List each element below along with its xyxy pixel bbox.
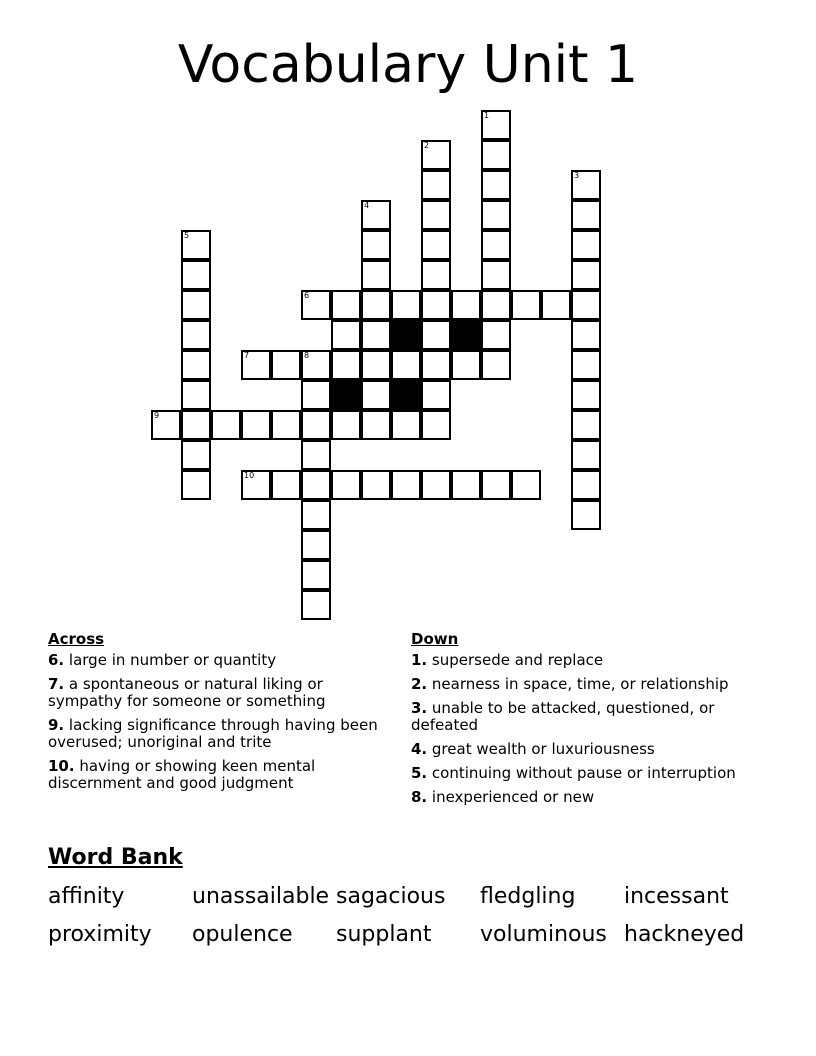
word-bank-title: Word Bank (48, 845, 183, 870)
grid-cell[interactable] (481, 200, 511, 230)
down-clue (411, 789, 761, 806)
grid-cell[interactable] (421, 380, 451, 410)
grid-cell[interactable] (391, 410, 421, 440)
clue-number: 3. (411, 699, 428, 717)
grid-cell[interactable] (571, 440, 601, 470)
clue-number: 2. (411, 675, 428, 693)
grid-cell[interactable] (421, 290, 451, 320)
across-clue (48, 717, 398, 751)
grid-cell[interactable] (481, 260, 511, 290)
grid-cell[interactable] (181, 320, 211, 350)
grid-cell[interactable] (301, 530, 331, 560)
clue-text: a spontaneous or natural liking or sympathy for someone or something (48, 675, 326, 710)
grid-cell[interactable] (181, 470, 211, 500)
grid-cell[interactable] (241, 350, 271, 380)
grid-cell[interactable] (361, 260, 391, 290)
clue-number: 7. (48, 675, 65, 693)
grid-cell[interactable] (151, 410, 181, 440)
grid-cell[interactable] (301, 470, 331, 500)
grid-cell[interactable] (481, 230, 511, 260)
grid-cell[interactable] (361, 380, 391, 410)
grid-cell[interactable] (181, 260, 211, 290)
clue-text: having or showing keen mental discernment and good judgment (48, 757, 316, 792)
page-title: Vocabulary Unit 1 (177, 35, 639, 95)
grid-cell[interactable] (571, 500, 601, 530)
cell-number: 4 (364, 201, 370, 210)
grid-cell[interactable] (301, 440, 331, 470)
grid-cell[interactable] (301, 500, 331, 530)
grid-cell[interactable] (271, 470, 301, 500)
clue-text: lacking significance through having been overused; unoriginal and trite (48, 716, 378, 751)
grid-cell[interactable] (571, 170, 601, 200)
grid-cell[interactable] (511, 470, 541, 500)
down-clue (411, 741, 761, 758)
grid-cell[interactable] (481, 320, 511, 350)
clue-number: 9. (48, 716, 65, 734)
grid-cell[interactable] (301, 560, 331, 590)
cell-number: 3 (574, 171, 580, 180)
down-heading: Down (411, 630, 459, 648)
grid-cell[interactable] (331, 290, 361, 320)
grid-cell[interactable] (181, 440, 211, 470)
grid-cell[interactable] (361, 230, 391, 260)
down-clues (411, 630, 761, 813)
grid-cell[interactable] (421, 350, 451, 380)
grid-cell[interactable] (331, 410, 361, 440)
grid-cell[interactable] (361, 200, 391, 230)
clue-number: 10. (48, 757, 75, 775)
grid-cell[interactable] (481, 470, 511, 500)
grid-cell[interactable] (571, 290, 601, 320)
grid-cell[interactable] (571, 470, 601, 500)
cell-number: 5 (184, 231, 190, 240)
clue-text: supersede and replace (427, 651, 604, 669)
grid-cell[interactable] (421, 200, 451, 230)
grid-cell[interactable] (571, 230, 601, 260)
grid-cell[interactable] (361, 350, 391, 380)
grid-cell[interactable] (421, 470, 451, 500)
clue-text: large in number or quantity (64, 651, 277, 669)
grid-cell[interactable] (541, 290, 571, 320)
word-bank-word: sagacious (336, 884, 446, 909)
grid-cell[interactable] (511, 290, 541, 320)
grid-cell[interactable] (481, 350, 511, 380)
grid-cell[interactable] (181, 380, 211, 410)
grid-cell[interactable] (571, 320, 601, 350)
grid-cell-black (331, 380, 361, 410)
word-bank-word: fledgling (480, 884, 576, 909)
grid-cell[interactable] (451, 350, 481, 380)
grid-cell-black (391, 320, 421, 350)
clue-text: nearness in space, time, or relationship (427, 675, 729, 693)
grid-cell[interactable] (571, 350, 601, 380)
cell-number: 1 (484, 111, 490, 120)
grid-cell[interactable] (571, 410, 601, 440)
grid-cell[interactable] (361, 290, 391, 320)
grid-cell[interactable] (481, 110, 511, 140)
clue-number: 5. (411, 764, 428, 782)
clue-number: 1. (411, 651, 428, 669)
clue-number: 8. (411, 788, 428, 806)
grid-cell[interactable] (301, 290, 331, 320)
word-bank-word: voluminous (480, 922, 607, 947)
grid-cell-black (451, 320, 481, 350)
grid-cell[interactable] (481, 170, 511, 200)
grid-cell[interactable] (331, 350, 361, 380)
across-clues (48, 630, 398, 799)
clue-number: 4. (411, 740, 428, 758)
clue-text: unable to be attacked, questioned, or defeated (411, 699, 715, 734)
across-clue (48, 676, 398, 710)
grid-cell[interactable] (301, 380, 331, 410)
grid-cell[interactable] (451, 470, 481, 500)
grid-cell[interactable] (391, 290, 421, 320)
down-clue (411, 700, 761, 734)
grid-cell[interactable] (211, 410, 241, 440)
grid-cell[interactable] (571, 200, 601, 230)
word-bank-word: proximity (48, 922, 152, 947)
grid-cell[interactable] (421, 170, 451, 200)
cell-number: 7 (244, 351, 250, 360)
grid-cell-black (391, 380, 421, 410)
clue-text: continuing without pause or interruption (427, 764, 736, 782)
cell-number: 8 (304, 351, 310, 360)
grid-cell[interactable] (391, 470, 421, 500)
grid-cell[interactable] (361, 470, 391, 500)
word-bank-word: affinity (48, 884, 125, 909)
cell-number: 6 (304, 291, 310, 300)
grid-cell[interactable] (301, 590, 331, 620)
across-clue (48, 758, 398, 792)
grid-cell[interactable] (271, 350, 301, 380)
cell-number: 10 (244, 471, 255, 480)
grid-cell[interactable] (421, 320, 451, 350)
grid-cell[interactable] (241, 470, 271, 500)
grid-cell[interactable] (361, 410, 391, 440)
word-bank-word: supplant (336, 922, 432, 947)
clue-text: inexperienced or new (427, 788, 595, 806)
grid-cell[interactable] (181, 230, 211, 260)
grid-cell[interactable] (391, 350, 421, 380)
grid-cell[interactable] (571, 260, 601, 290)
cell-number: 2 (424, 141, 430, 150)
cell-number: 9 (154, 411, 160, 420)
down-clue (411, 652, 761, 669)
grid-cell[interactable] (421, 140, 451, 170)
grid-cell[interactable] (331, 320, 361, 350)
word-bank-word: hackneyed (624, 922, 745, 947)
clue-number: 6. (48, 651, 65, 669)
grid-cell[interactable] (181, 410, 211, 440)
grid-cell[interactable] (571, 380, 601, 410)
grid-cell[interactable] (481, 140, 511, 170)
grid-cell[interactable] (481, 290, 511, 320)
down-clue (411, 676, 761, 693)
word-bank-word: opulence (192, 922, 293, 947)
grid-cell[interactable] (421, 260, 451, 290)
grid-cell[interactable] (361, 320, 391, 350)
grid-cell[interactable] (181, 290, 211, 320)
word-bank-word: unassailable (192, 884, 330, 909)
clue-text: great wealth or luxuriousness (427, 740, 655, 758)
grid-cell[interactable] (421, 410, 451, 440)
grid-cell[interactable] (301, 350, 331, 380)
grid-cell[interactable] (421, 230, 451, 260)
grid-cell[interactable] (181, 350, 211, 380)
grid-cell[interactable] (241, 410, 271, 440)
grid-cell[interactable] (451, 290, 481, 320)
down-clue (411, 765, 761, 782)
grid-cell[interactable] (271, 410, 301, 440)
across-heading: Across (48, 630, 105, 648)
word-bank-word: incessant (624, 884, 729, 909)
grid-cell[interactable] (331, 470, 361, 500)
across-clue (48, 652, 398, 669)
grid-cell[interactable] (301, 410, 331, 440)
